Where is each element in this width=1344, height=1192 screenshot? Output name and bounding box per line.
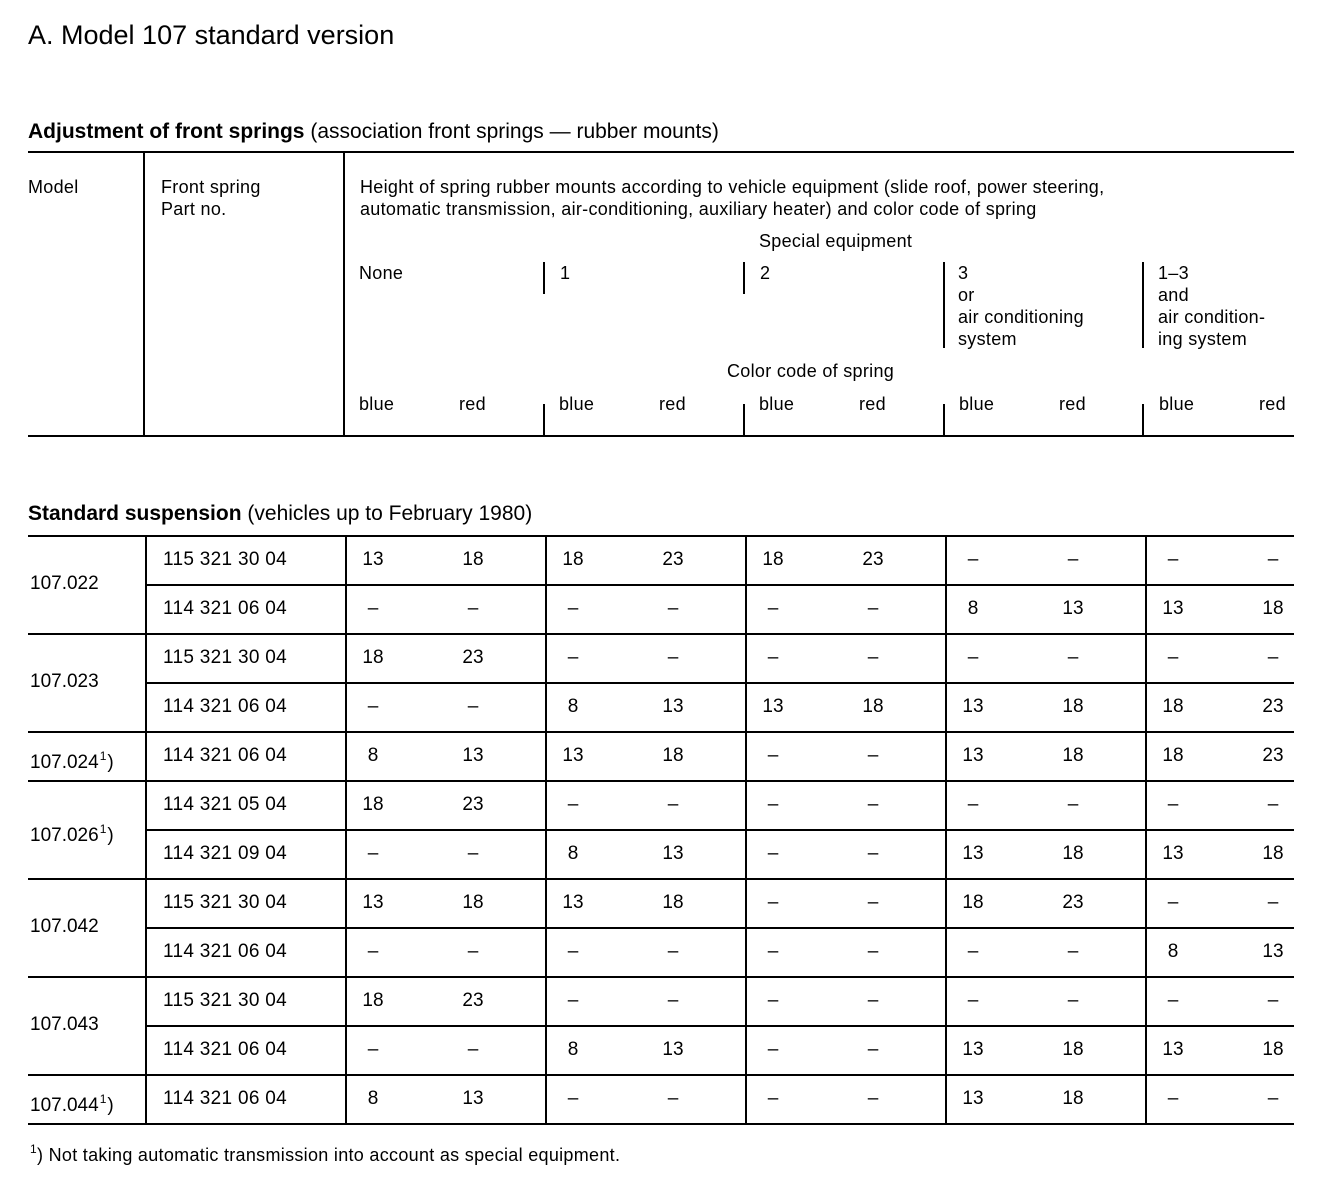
part-number: 114 321 06 04	[163, 940, 287, 962]
color-label: red	[659, 394, 686, 414]
value-cell: 23	[462, 989, 484, 1011]
row-divider	[145, 1025, 1294, 1027]
value-cell: 18	[562, 548, 584, 570]
value-cell: –	[867, 989, 879, 1011]
value-cell: –	[1267, 891, 1279, 913]
equipment-group-1	[560, 262, 570, 284]
model-number: 107.043	[30, 1014, 99, 1035]
color-label: blue	[759, 394, 795, 414]
column-header-height-line1: Height of spring rubber mounts according to vehicle equipment (slide roof, power steering,	[360, 177, 1105, 197]
value-cell: 8	[567, 1038, 579, 1060]
model-label	[30, 916, 99, 938]
value-cell: 13	[962, 744, 984, 766]
value-cell: –	[867, 597, 879, 619]
group-divider	[28, 878, 1294, 880]
value-cell: 23	[462, 793, 484, 815]
value-cell: –	[867, 646, 879, 668]
value-cell: –	[667, 597, 679, 619]
value-cell: –	[367, 597, 379, 619]
value-cell: 18	[1062, 744, 1084, 766]
color-label: blue	[1159, 394, 1195, 414]
value-cell: –	[567, 597, 579, 619]
value-cell: –	[867, 940, 879, 962]
color-label: blue	[359, 394, 395, 414]
value-cell: –	[567, 646, 579, 668]
column-divider-model	[145, 535, 147, 1123]
value-cell: –	[667, 1087, 679, 1109]
value-cell: –	[867, 1087, 879, 1109]
value-cell: 13	[1162, 597, 1184, 619]
group-divider	[28, 731, 1294, 733]
value-cell: 13	[662, 1038, 684, 1060]
header-divider-model	[143, 152, 145, 436]
group-divider	[28, 633, 1294, 635]
value-cell: 18	[462, 548, 484, 570]
part-number: 114 321 06 04	[163, 695, 287, 717]
value-cell: 13	[762, 695, 784, 717]
value-cell: 13	[562, 891, 584, 913]
page-title: A. Model 107 standard version	[28, 20, 395, 50]
group-divider	[28, 1074, 1294, 1076]
value-cell: –	[467, 940, 479, 962]
color-label: blue	[959, 394, 995, 414]
special-equipment-label: Special equipment	[759, 231, 913, 251]
equipment-group-2	[760, 262, 770, 284]
value-cell: 18	[1162, 744, 1184, 766]
color-divider	[743, 404, 745, 436]
column-divider-group	[545, 535, 547, 1123]
value-cell: 18	[1262, 597, 1284, 619]
value-cell: 23	[1262, 744, 1284, 766]
standard-suspension-heading-bold: Standard suspension	[28, 502, 242, 525]
value-cell: –	[867, 891, 879, 913]
standard-suspension-heading-rest: (vehicles up to February 1980)	[247, 502, 533, 525]
part-number: 114 321 09 04	[163, 842, 287, 864]
model-footnote-mark: 1	[99, 748, 107, 763]
value-cell: 13	[662, 842, 684, 864]
value-cell: –	[767, 989, 779, 1011]
footnote-text: ) Not taking automatic transmission into account as special equipment.	[36, 1145, 621, 1165]
value-cell: 13	[1162, 842, 1184, 864]
value-cell: 18	[362, 793, 384, 815]
value-cell: –	[367, 842, 379, 864]
header-top-rule	[28, 151, 1294, 153]
equipment-group-1-3-line2: and	[1158, 285, 1189, 305]
column-divider-part	[345, 535, 347, 1123]
adjustment-heading	[28, 120, 719, 144]
model-number: 107.026	[30, 825, 99, 846]
value-cell: –	[667, 989, 679, 1011]
header-divider-part	[343, 152, 345, 436]
column-header-model: Model	[28, 177, 79, 197]
value-cell: –	[767, 842, 779, 864]
color-divider	[943, 404, 945, 436]
equipment-group-1-line1: 1	[560, 263, 571, 283]
part-number: 114 321 05 04	[163, 793, 287, 815]
value-cell: 8	[367, 1087, 379, 1109]
color-label: blue	[559, 394, 595, 414]
value-cell: 18	[362, 646, 384, 668]
value-cell: 18	[1062, 695, 1084, 717]
value-cell: –	[567, 793, 579, 815]
part-number: 114 321 06 04	[163, 1038, 287, 1060]
value-cell: 13	[662, 695, 684, 717]
value-cell: –	[767, 940, 779, 962]
value-cell: 8	[567, 842, 579, 864]
model-label	[30, 671, 99, 693]
header-bottom-rule	[28, 435, 1294, 437]
value-cell: –	[1067, 548, 1079, 570]
column-divider-group	[945, 535, 947, 1123]
value-cell: –	[367, 1038, 379, 1060]
part-number: 115 321 30 04	[163, 989, 287, 1011]
value-cell: 13	[1062, 597, 1084, 619]
value-cell: 13	[462, 1087, 484, 1109]
model-label: 107.044$^1$)	[30, 1091, 114, 1116]
equipment-group-1-3	[1158, 262, 1265, 350]
equipment-group-1-3-line3: air condition-	[1158, 307, 1266, 327]
value-cell: 18	[662, 744, 684, 766]
equipment-group-tick-3	[943, 262, 945, 348]
value-cell: 18	[662, 891, 684, 913]
value-cell: –	[767, 744, 779, 766]
row-divider	[145, 682, 1294, 684]
footnote-mark: 1	[30, 1142, 37, 1156]
value-cell: –	[967, 646, 979, 668]
equipment-group-3	[958, 262, 1084, 350]
part-number: 115 321 30 04	[163, 646, 287, 668]
value-cell: –	[1267, 646, 1279, 668]
value-cell: –	[867, 842, 879, 864]
equipment-group-2-line1: 2	[760, 263, 771, 283]
value-cell: –	[1267, 1087, 1279, 1109]
group-divider	[28, 976, 1294, 978]
value-cell: 18	[862, 695, 884, 717]
row-divider	[145, 584, 1294, 586]
value-cell: 13	[962, 695, 984, 717]
value-cell: –	[1067, 989, 1079, 1011]
equipment-group-none	[359, 262, 403, 284]
color-divider	[543, 404, 545, 436]
value-cell: –	[1167, 793, 1179, 815]
value-cell: 18	[1062, 1038, 1084, 1060]
column-divider-group	[745, 535, 747, 1123]
value-cell: –	[567, 940, 579, 962]
equipment-group-tick-1	[543, 262, 545, 294]
standard-suspension-heading	[28, 502, 532, 526]
column-header-front-spring-line1: Front spring	[161, 177, 261, 197]
model-label	[30, 573, 99, 595]
value-cell: –	[367, 940, 379, 962]
value-cell: 18	[362, 989, 384, 1011]
value-cell: 13	[362, 548, 384, 570]
group-divider	[28, 780, 1294, 782]
value-cell: –	[1167, 891, 1179, 913]
model-number: 107.024	[30, 751, 99, 773]
value-cell: –	[467, 695, 479, 717]
equipment-group-1-3-line1: 1–3	[1158, 263, 1189, 283]
equipment-group-tick-4	[1142, 262, 1144, 348]
value-cell: 23	[1062, 891, 1084, 913]
value-cell: –	[667, 940, 679, 962]
color-label: red	[459, 394, 486, 414]
value-cell: –	[467, 1038, 479, 1060]
value-cell: –	[967, 793, 979, 815]
part-number: 115 321 30 04	[163, 891, 287, 913]
value-cell: –	[767, 1038, 779, 1060]
value-cell: –	[867, 744, 879, 766]
value-cell: –	[967, 989, 979, 1011]
value-cell: 23	[662, 548, 684, 570]
value-cell: 13	[462, 744, 484, 766]
value-cell: –	[767, 1087, 779, 1109]
row-divider	[145, 829, 1294, 831]
value-cell: 18	[1062, 842, 1084, 864]
value-cell: –	[867, 793, 879, 815]
value-cell: –	[1067, 646, 1079, 668]
equipment-group-3-line4: system	[958, 329, 1017, 349]
model-number: 107.042	[30, 916, 99, 937]
column-divider-group	[1145, 535, 1147, 1123]
value-cell: 13	[962, 842, 984, 864]
model-label: 107.026$^1$)	[30, 822, 114, 846]
value-cell: –	[1267, 548, 1279, 570]
value-cell: 18	[1062, 1087, 1084, 1109]
value-cell: –	[767, 793, 779, 815]
value-cell: 18	[1262, 842, 1284, 864]
model-number: 107.023	[30, 671, 99, 692]
column-header-front-spring-line2: Part no.	[161, 199, 227, 219]
value-cell: 13	[1162, 1038, 1184, 1060]
value-cell: 18	[1162, 695, 1184, 717]
color-label: red	[1259, 394, 1286, 414]
value-cell: –	[767, 646, 779, 668]
value-cell: –	[667, 793, 679, 815]
row-divider	[145, 927, 1294, 929]
value-cell: –	[1067, 793, 1079, 815]
value-cell: 23	[462, 646, 484, 668]
color-label: red	[1059, 394, 1086, 414]
color-label: red	[859, 394, 886, 414]
equipment-group-3-line1: 3	[958, 263, 969, 283]
value-cell: 13	[962, 1038, 984, 1060]
value-cell: –	[967, 940, 979, 962]
equipment-group-tick-2	[743, 262, 745, 294]
value-cell: 18	[962, 891, 984, 913]
value-cell: –	[1167, 989, 1179, 1011]
value-cell: –	[1067, 940, 1079, 962]
model-number: 107.022	[30, 573, 99, 594]
equipment-group-3-line3: air conditioning	[958, 307, 1084, 327]
model-number: 107.044	[30, 1094, 99, 1116]
value-cell: –	[567, 1087, 579, 1109]
part-number: 114 321 06 04	[163, 1087, 287, 1109]
value-cell: 13	[1262, 940, 1284, 962]
group-divider	[28, 1123, 1294, 1125]
value-cell: 18	[762, 548, 784, 570]
value-cell: –	[1267, 989, 1279, 1011]
value-cell: –	[1267, 793, 1279, 815]
value-cell: –	[867, 1038, 879, 1060]
value-cell: 13	[562, 744, 584, 766]
adjustment-heading-bold: Adjustment of front springs	[28, 120, 305, 143]
value-cell: 13	[362, 891, 384, 913]
part-number: 114 321 06 04	[163, 597, 287, 619]
value-cell: –	[767, 597, 779, 619]
value-cell: –	[1167, 1087, 1179, 1109]
value-cell: –	[1167, 548, 1179, 570]
value-cell: 13	[962, 1087, 984, 1109]
value-cell: –	[367, 695, 379, 717]
equipment-group-1-3-line4: ing system	[1158, 329, 1248, 349]
model-label	[30, 1014, 99, 1036]
value-cell: 8	[1167, 940, 1179, 962]
value-cell: 8	[567, 695, 579, 717]
column-header-height	[360, 176, 1104, 220]
value-cell: –	[967, 548, 979, 570]
value-cell: 18	[462, 891, 484, 913]
table-top-rule	[28, 535, 1294, 537]
footnote	[30, 1142, 620, 1166]
value-cell: –	[767, 891, 779, 913]
value-cell: –	[467, 597, 479, 619]
value-cell: –	[1167, 646, 1179, 668]
equipment-group-3-line2: or	[958, 285, 975, 305]
color-divider	[1142, 404, 1144, 436]
part-number: 115 321 30 04	[163, 548, 287, 570]
adjustment-heading-rest: (association front springs — rubber mounts)	[310, 120, 719, 143]
model-label: 107.024$^1$)	[30, 748, 114, 773]
model-footnote-mark: 1	[99, 822, 107, 836]
part-number: 114 321 06 04	[163, 744, 287, 766]
value-cell: 23	[1262, 695, 1284, 717]
equipment-group-none-line1: None	[359, 263, 404, 283]
column-header-front-spring	[161, 176, 261, 220]
value-cell: 8	[967, 597, 979, 619]
value-cell: 23	[862, 548, 884, 570]
value-cell: –	[567, 989, 579, 1011]
column-header-height-line2: automatic transmission, air-conditioning, auxiliary heater) and color code of spring	[360, 199, 1037, 219]
value-cell: 18	[1262, 1038, 1284, 1060]
value-cell: –	[467, 842, 479, 864]
color-code-label: Color code of spring	[727, 361, 895, 381]
value-cell: –	[667, 646, 679, 668]
value-cell: 8	[367, 744, 379, 766]
model-footnote-mark: 1	[99, 1091, 107, 1106]
